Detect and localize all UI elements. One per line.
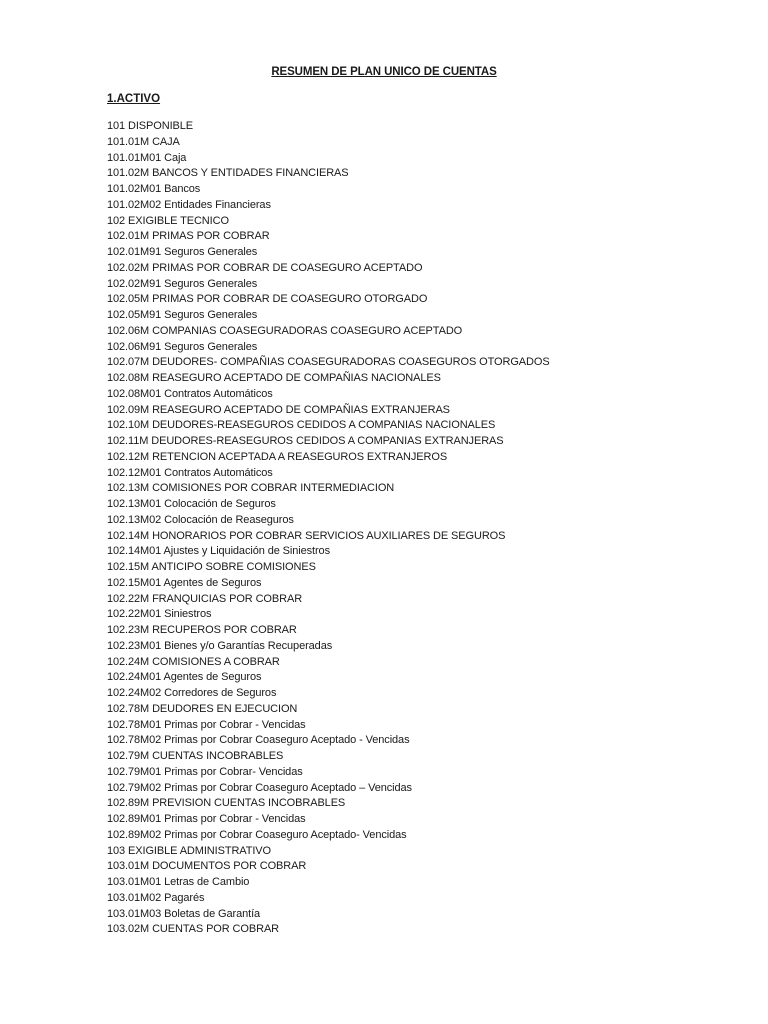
- account-line: 102.09M REASEGURO ACEPTADO DE COMPAÑIAS EXTRANJERAS: [107, 403, 450, 416]
- account-line: 102.12M01 Contratos Automáticos: [107, 466, 273, 479]
- account-line: 102.13M COMISIONES POR COBRAR INTERMEDIACION: [107, 482, 395, 495]
- account-line: 102 EXIGIBLE TECNICO: [107, 214, 229, 227]
- account-line: 102.78M DEUDORES EN EJECUCION: [107, 702, 298, 715]
- account-line: 103 EXIGIBLE ADMINISTRATIVO: [107, 844, 271, 857]
- account-line: 102.08M01 Contratos Automáticos: [107, 387, 273, 400]
- account-line: 102.15M01 Agentes de Seguros: [107, 576, 262, 589]
- account-line: 102.01M PRIMAS POR COBRAR: [107, 230, 270, 243]
- account-list: [107, 119, 550, 938]
- account-line: 102.23M01 Bienes y/o Garantías Recuperadas: [107, 639, 333, 652]
- account-line: 102.11M DEUDORES-REASEGUROS CEDIDOS A COMPANIAS EXTRANJERAS: [107, 435, 504, 447]
- account-line: 103.01M01 Letras de Cambio: [107, 876, 250, 888]
- account-line: 102.05M91 Seguros Generales: [107, 309, 258, 321]
- document-title: RESUMEN DE PLAN UNICO DE CUENTAS: [271, 66, 497, 78]
- account-line: 102.79M CUENTAS INCOBRABLES: [107, 750, 284, 762]
- account-line: 102.10M DEUDORES-REASEGUROS CEDIDOS A COMPANIAS NACIONALES: [107, 419, 496, 432]
- account-line: 102.78M02 Primas por Cobrar Coaseguro Aceptado - Vencidas: [107, 734, 410, 747]
- account-line: 101 DISPONIBLE: [107, 120, 194, 132]
- account-line: 102.24M01 Agentes de Seguros: [107, 671, 262, 684]
- account-line: 102.23M RECUPEROS POR COBRAR: [107, 624, 297, 636]
- account-line: 101.02M BANCOS Y ENTIDADES FINANCIERAS: [107, 167, 349, 180]
- account-line: 102.13M02 Colocación de Reaseguros: [107, 513, 294, 526]
- account-line: 102.07M DEUDORES- COMPAÑIAS COASEGURADORAS COASEGUROS OTORGADOS: [107, 356, 550, 369]
- account-line: 102.89M PREVISION CUENTAS INCOBRABLES: [107, 797, 346, 810]
- account-line: 102.14M01 Ajustes y Liquidación de Siniestros: [107, 545, 330, 558]
- account-line: 103.02M CUENTAS POR COBRAR: [107, 923, 280, 936]
- account-line: 102.02M PRIMAS POR COBRAR DE COASEGURO ACEPTADO: [107, 261, 423, 274]
- account-line: 101.02M02 Entidades Financieras: [107, 198, 271, 211]
- account-line: 101.01M CAJA: [107, 135, 180, 148]
- account-line: 102.12M RETENCION ACEPTADA A REASEGUROS EXTRANJEROS: [107, 450, 448, 463]
- account-line: 102.22M01 Siniestros: [107, 608, 212, 621]
- account-line: 102.89M02 Primas por Cobrar Coaseguro Aceptado- Vencidas: [107, 828, 407, 841]
- section-heading: 1.ACTIVO: [107, 93, 161, 105]
- account-line: 102.02M91 Seguros Generales: [107, 277, 258, 290]
- account-line: 102.06M COMPANIAS COASEGURADORAS COASEGURO ACEPTADO: [107, 324, 463, 337]
- account-line: 102.79M02 Primas por Cobrar Coaseguro Aceptado – Vencidas: [107, 781, 412, 794]
- account-line: 102.89M01 Primas por Cobrar - Vencidas: [107, 813, 306, 825]
- account-line: 102.78M01 Primas por Cobrar - Vencidas: [107, 718, 306, 731]
- account-line: 102.01M91 Seguros Generales: [107, 246, 258, 258]
- account-line: 103.01M03 Boletas de Garantía: [107, 907, 261, 920]
- account-line: 101.01M01 Caja: [107, 151, 187, 164]
- account-line: 102.08M REASEGURO ACEPTADO DE COMPAÑIAS NACIONALES: [107, 372, 441, 384]
- account-line: 102.14M HONORARIOS POR COBRAR SERVICIOS AUXILIARES DE SEGUROS: [107, 529, 506, 542]
- account-line: 102.24M02 Corredores de Seguros: [107, 687, 277, 699]
- account-line: 102.05M PRIMAS POR COBRAR DE COASEGURO OTORGADO: [107, 293, 428, 306]
- account-line: 102.79M01 Primas por Cobrar- Vencidas: [107, 765, 303, 778]
- account-line: 102.06M91 Seguros Generales: [107, 340, 258, 353]
- account-line: 102.24M COMISIONES A COBRAR: [107, 655, 280, 668]
- account-line: 101.02M01 Bancos: [107, 183, 201, 195]
- account-line: 102.15M ANTICIPO SOBRE COMISIONES: [107, 561, 316, 573]
- account-line: 103.01M02 Pagarés: [107, 891, 205, 904]
- account-line: 102.13M01 Colocación de Seguros: [107, 498, 276, 510]
- account-line: 103.01M DOCUMENTOS POR COBRAR: [107, 860, 307, 873]
- account-line: 102.22M FRANQUICIAS POR COBRAR: [107, 592, 303, 605]
